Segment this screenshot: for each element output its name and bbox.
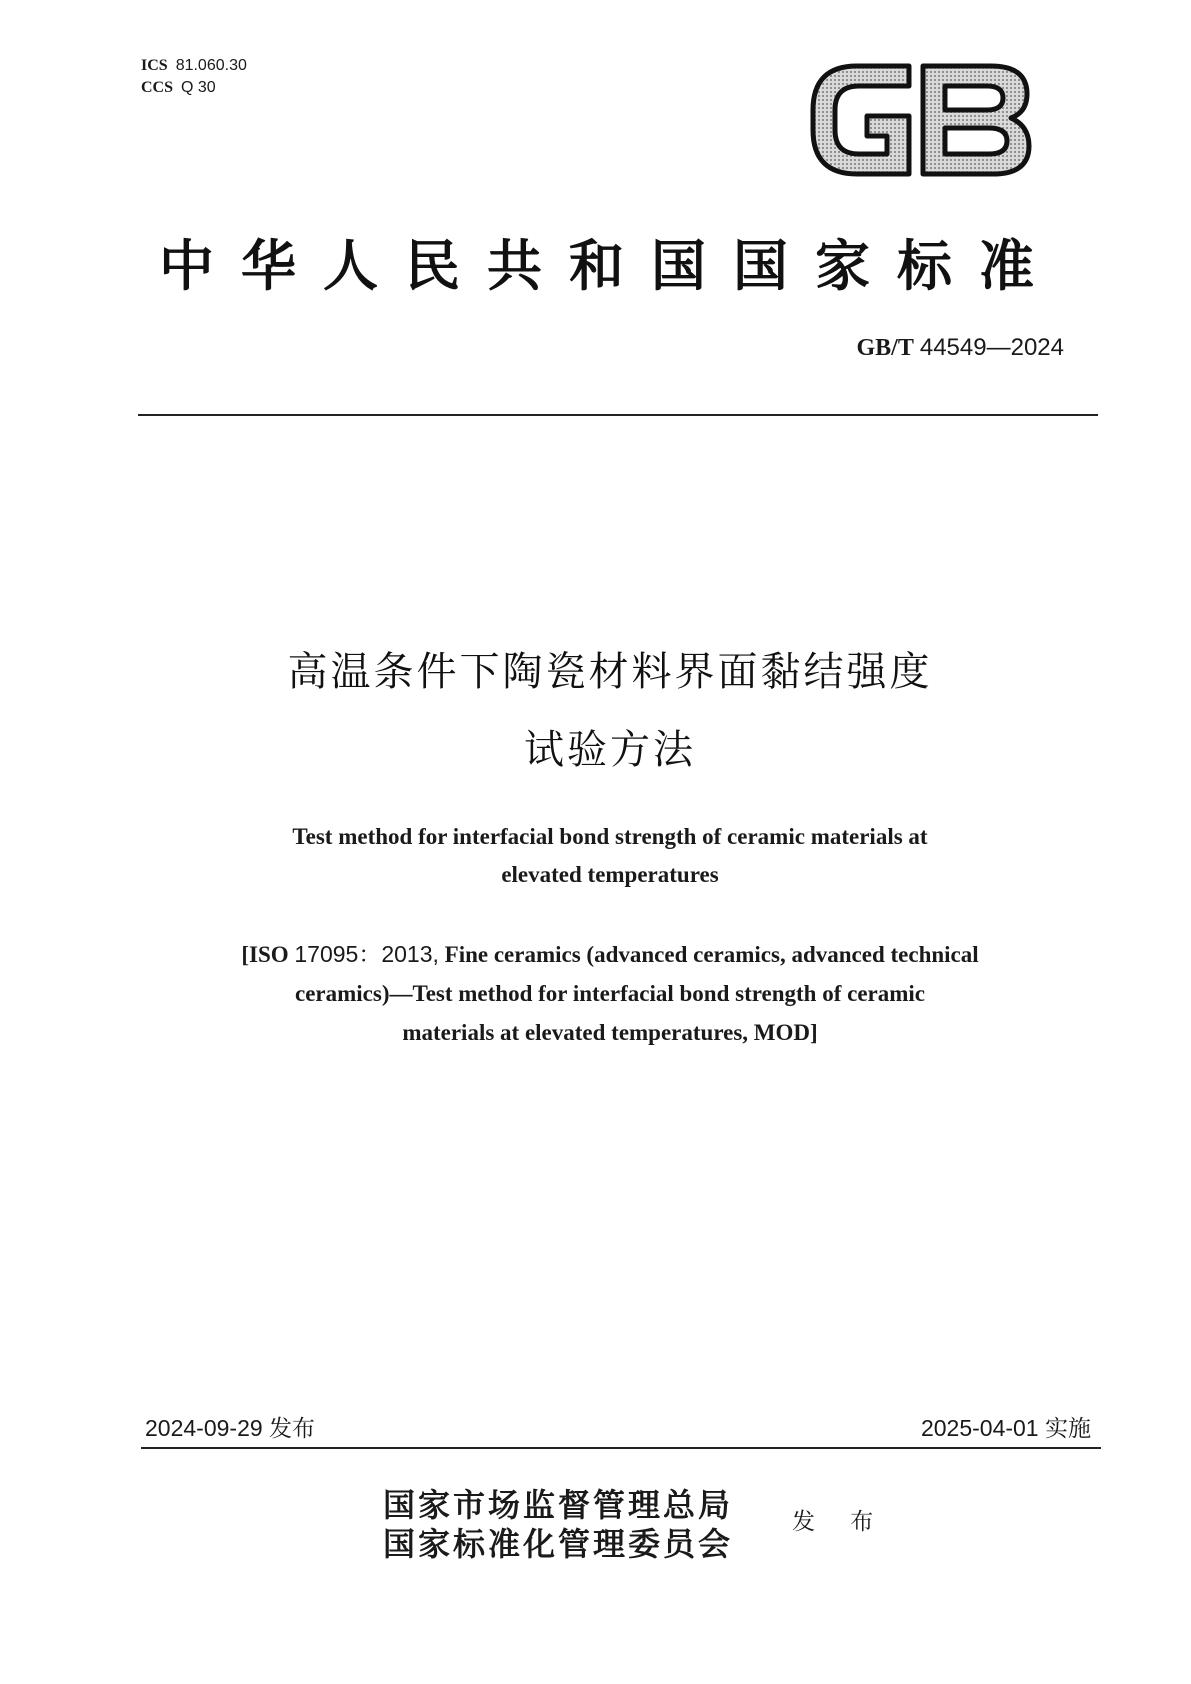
iso-prefix: [ISO (241, 942, 289, 967)
standard-prefix: GB/T (856, 335, 914, 361)
national-standard-title: 中华人民共和国国家标准 (158, 233, 1061, 298)
publish-label: 发 布 (792, 1509, 888, 1535)
effective-date: 2025-04-01 实施 (920, 1415, 1091, 1441)
iso-reference-line3: materials at elevated temperatures, MOD] (402, 1020, 818, 1045)
classification-codes (141, 55, 247, 99)
english-title-line1: Test method for interfacial bond strength of ceramic materials at (292, 824, 928, 849)
iso-reference-line2: ceramics)—Test method for interfacial bond strength of ceramic (294, 981, 926, 1006)
ics-line (141, 55, 247, 77)
footer-divider (141, 1447, 1101, 1449)
ics-label: ICS (141, 57, 168, 74)
iso-line1-rest: Fine ceramics (advanced ceramics, advanced technical (444, 942, 979, 967)
header-divider (138, 414, 1098, 416)
publisher-line2: 国家标准化管理委员会 (383, 1525, 734, 1563)
ics-value: 81.060.30 (175, 57, 247, 74)
ccs-value: Q 30 (181, 79, 216, 96)
iso-reference-line1 (130, 935, 1090, 974)
publisher-line1: 国家市场监督管理总局 (383, 1486, 734, 1524)
gb-logo (805, 58, 1035, 182)
chinese-title-line2: 试验方法 (524, 727, 696, 773)
ccs-line (141, 77, 247, 99)
publishing-authorities (383, 1486, 733, 1564)
english-title (130, 818, 1090, 894)
iso-number: 17095：2013, (294, 941, 439, 967)
issue-date: 2024-09-29 发布 (145, 1415, 316, 1441)
standard-code: 44549—2024 (919, 334, 1064, 361)
ccs-label: CCS (141, 79, 174, 96)
chinese-title-line1: 高温条件下陶瓷材料界面黏结强度 (287, 649, 933, 695)
english-title-line2: elevated temperatures (501, 862, 719, 887)
iso-reference (130, 935, 1090, 1052)
standard-number (857, 334, 1065, 362)
